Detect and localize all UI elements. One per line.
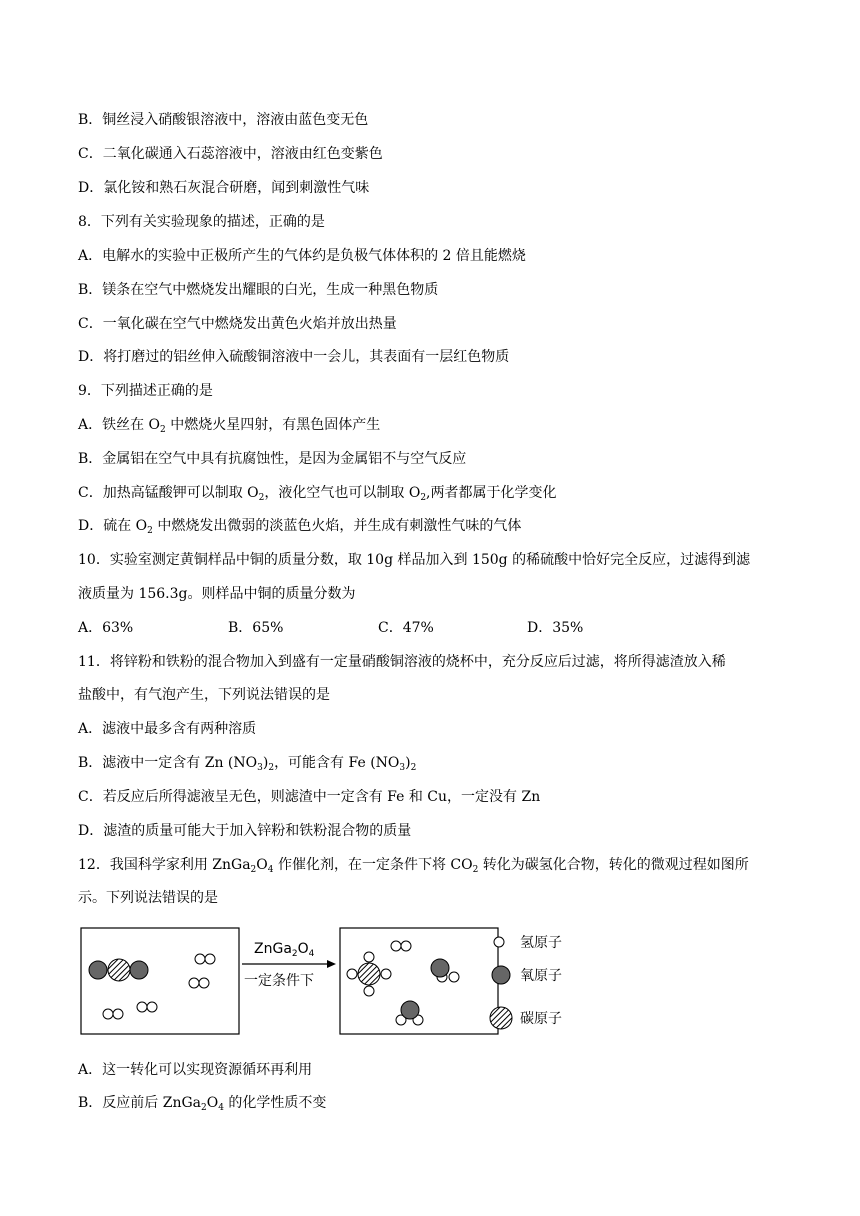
q10-option-b: B．65% [228, 620, 284, 636]
legend-carbon: 碳原子 [520, 1011, 562, 1027]
q8-option-b: B．镁条在空气中燃烧发出耀眼的白光，生成一种黑色物质 [78, 282, 439, 298]
q11-option-c: C．若反应后所得滤液呈无色，则滤渣中一定含有 Fe 和 Cu，一定没有 Zn [78, 789, 541, 805]
q9-option-d: D．硫在 $O_2$ 中燃烧发出微弱的淡蓝色火焰，并生成有刺激性气味的气体 [78, 518, 522, 536]
q12-option-a: A．这一转化可以实现资源循环再利用 [78, 1062, 313, 1078]
q8-option-d: D．将打磨过的铝丝伸入硫酸铜溶液中一会儿，其表面有一层红色物质 [78, 349, 510, 365]
q10-stem-line2: 液质量为 156.3g。则样品中铜的质量分数为 [78, 586, 356, 602]
legend-oxygen: 氧原子 [520, 968, 562, 984]
reaction-diagram [78, 925, 598, 1037]
q8-option-c: C．一氧化碳在空气中燃烧发出黄色火焰并放出热量 [78, 316, 397, 332]
q11-option-d: D．滤渣的质量可能大于加入锌粉和铁粉混合物的质量 [78, 823, 412, 839]
co2-molecule [89, 959, 148, 981]
q10-stem-line1: 10．实验室测定黄铜样品中铜的质量分数，取 10g 样品加入到 150g 的稀硫酸中恰好完全反应，过滤得到滤 [78, 552, 751, 568]
oxygen-atom-icon [492, 966, 510, 984]
q10-option-a: A．63% [78, 620, 134, 636]
q9-option-b: B．金属铝在空气中具有抗腐蚀性，是因为金属铝不与空气反应 [78, 451, 467, 467]
carbon-atom-icon [490, 1007, 512, 1029]
q8-option-a: A．电解水的实验中正极所产生的气体约是负极气体体积的 2 倍且能燃烧 [78, 248, 526, 264]
hydrogen-atom-icon [494, 937, 504, 947]
q7-option-d: D．氯化铵和熟石灰混合研磨，闻到刺激性气味 [78, 180, 370, 196]
arrow-catalyst-label: $ZnGa_2O_4$ [254, 941, 315, 959]
q12-stem-line2: 示。下列说法错误的是 [78, 890, 218, 906]
q9-option-a: A．铁丝在 $O_2$ 中燃烧火星四射，有黑色固体产生 [78, 417, 381, 435]
q11-stem-line1: 11．将锌粉和铁粉的混合物加入到盛有一定量硝酸铜溶液的烧杯中，充分反应后过滤，将所得滤渣放入稀 [78, 654, 726, 670]
q9-option-c: C．加热高锰酸钾可以制取 $O_2$，液化空气也可以制取 $O_2$,两者都属于化学变化 [78, 485, 557, 503]
q9-stem: 9．下列描述正确的是 [78, 383, 213, 399]
q12-stem-line1: 12．我国科学家利用 $ZnGa_2O_4$ 作催化剂，在一定条件下将 $CO_2$ 转化为碳氢化合物，转化的微观过程如图所 [78, 857, 749, 875]
q11-option-b: B．滤液中一定含有 Zn $(NO_3)_2$，可能含有 Fe $(NO_3)_2$ [78, 755, 417, 773]
arrow-condition-label: 一定条件下 [244, 973, 314, 989]
q10-option-c: C．47% [378, 620, 434, 636]
q11-stem-line2: 盐酸中，有气泡产生，下列说法错误的是 [78, 687, 330, 703]
q8-stem: 8．下列有关实验现象的描述，正确的是 [78, 214, 325, 230]
q12-option-b: B．反应前后 $ZnGa_2O_4$ 的化学性质不变 [78, 1095, 327, 1113]
q11-option-a: A．滤液中最多含有两种溶质 [78, 721, 257, 737]
legend [490, 935, 562, 1029]
q7-option-c: C．二氧化碳通入石蕊溶液中，溶液由红色变紫色 [78, 146, 383, 162]
legend-hydrogen: 氢原子 [520, 935, 562, 951]
arrow-head [327, 960, 336, 968]
q10-option-d: D．35% [527, 620, 584, 636]
q7-option-b: B．铜丝浸入硝酸银溶液中，溶液由蓝色变无色 [78, 112, 369, 128]
